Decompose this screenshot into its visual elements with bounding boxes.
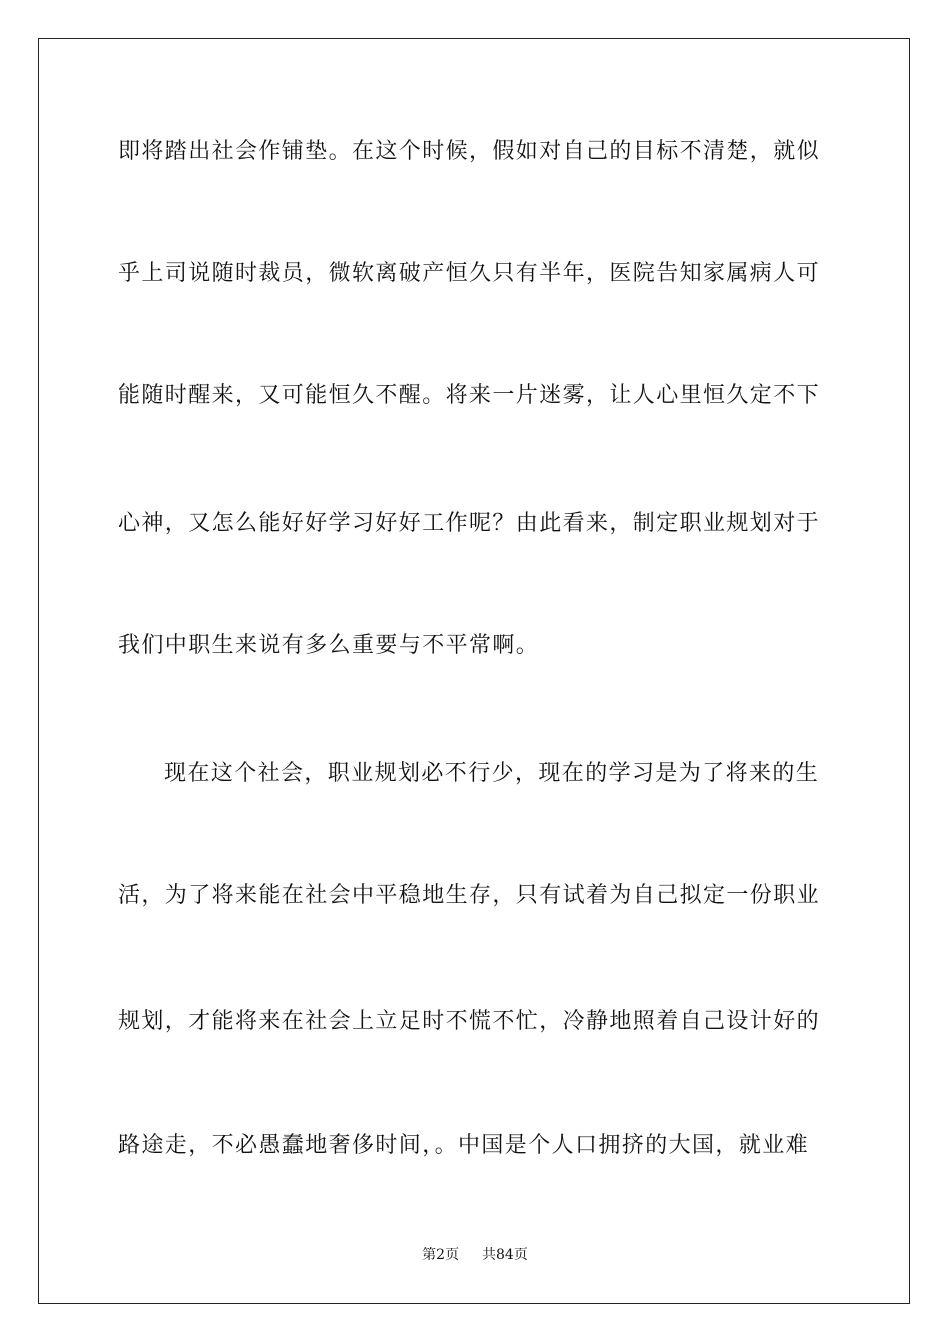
paragraph-line: 能随时醒来，又可能恒久不醒。将来一片迷雾，让人心里恒久定不下 [118, 383, 821, 408]
paragraph-line: 活，为了将来能在社会中平稳地生存，只有试着为自己拟定一份职业 [118, 883, 821, 908]
paragraph-line: 即将踏出社会作铺垫。在这个时候，假如对自己的目标不清楚，就似 [118, 139, 821, 164]
paragraph-line: 我们中职生来说有多么重要与不平常啊。 [118, 633, 540, 658]
paragraph-line: 乎上司说随时裁员，微软离破产恒久只有半年，医院告知家属病人可 [118, 261, 821, 286]
paragraph-line: 路途走，不必愚蠢地奢侈时间，。中国是个人口拥挤的大国，就业难 [118, 1133, 810, 1158]
paragraph-line: 规划，才能将来在社会上立足时不慌不忙，冷静地照着自己设计好的 [118, 1009, 821, 1034]
paragraph-line: 心神，又怎么能好好学习好好工作呢？由此看来，制定职业规划对于 [118, 511, 821, 536]
paragraph-line-indented: 现在这个社会，职业规划必不行少，现在的学习是为了将来的生 [164, 761, 820, 786]
page-total: 共84页 [482, 1247, 528, 1263]
page-number: 第2页 [422, 1247, 460, 1263]
page-border [38, 38, 910, 1304]
page-footer [0, 1246, 950, 1264]
